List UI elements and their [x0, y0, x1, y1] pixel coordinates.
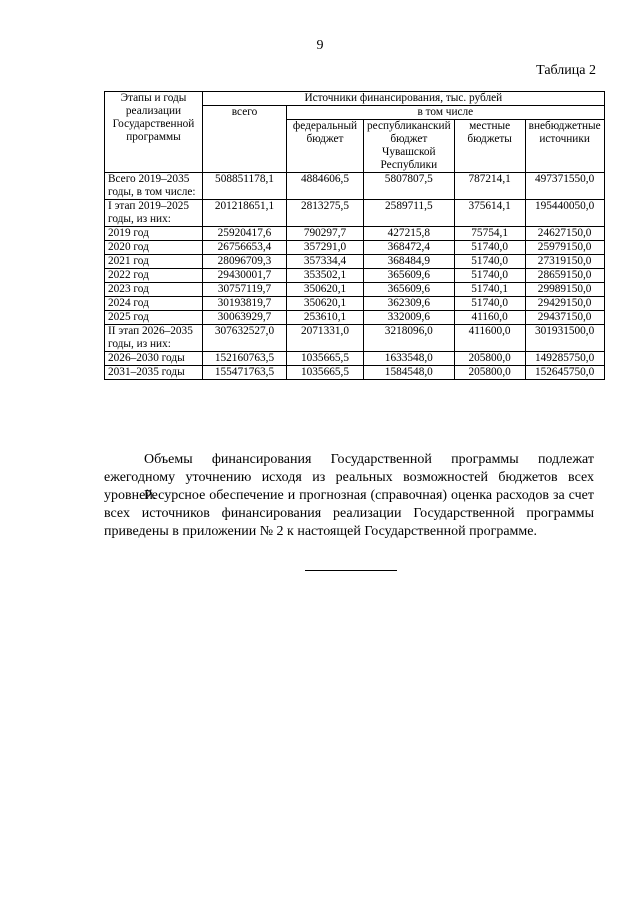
- table-row: [105, 241, 605, 255]
- cell-extrabudget: 195440050,0: [525, 200, 604, 227]
- cell-stage: 2023 год: [105, 283, 203, 297]
- table-row: [105, 173, 605, 200]
- cell-extrabudget: 29989150,0: [525, 283, 604, 297]
- cell-stage: 2031–2035 годы: [105, 366, 203, 380]
- cell-stage: 2021 год: [105, 255, 203, 269]
- cell-local: 205800,0: [454, 352, 525, 366]
- cell-stage: 2019 год: [105, 227, 203, 241]
- table-row: [105, 227, 605, 241]
- header-sources: Источники финансирования, тыс. рублей: [203, 92, 605, 106]
- cell-extrabudget: 301931500,0: [525, 325, 604, 352]
- cell-republic: 3218096,0: [364, 325, 455, 352]
- cell-stage: Всего 2019–2035 годы, в том числе:: [105, 173, 203, 200]
- cell-total: 29430001,7: [203, 269, 287, 283]
- header-total: всего: [203, 106, 287, 173]
- cell-republic: 368472,4: [364, 241, 455, 255]
- cell-local: 41160,0: [454, 311, 525, 325]
- header-extrabudget: внебюджетные источники: [525, 120, 604, 173]
- cell-stage: I этап 2019–2025 годы, из них:: [105, 200, 203, 227]
- cell-federal: 2071331,0: [287, 325, 364, 352]
- table-row: [105, 311, 605, 325]
- closing-rule: [305, 570, 397, 571]
- cell-extrabudget: 29429150,0: [525, 297, 604, 311]
- header-republic: республиканский бюджет Чувашской Республики: [364, 120, 455, 173]
- cell-federal: 253610,1: [287, 311, 364, 325]
- cell-federal: 350620,1: [287, 283, 364, 297]
- cell-federal: 1035665,5: [287, 366, 364, 380]
- cell-extrabudget: 28659150,0: [525, 269, 604, 283]
- cell-local: 51740,1: [454, 283, 525, 297]
- table-caption: Таблица 2: [536, 63, 596, 78]
- cell-local: 51740,0: [454, 241, 525, 255]
- cell-stage: II этап 2026–2035 годы, из них:: [105, 325, 203, 352]
- header-local: местные бюджеты: [454, 120, 525, 173]
- paragraph-annual-adjustment: Объемы финансирования Государственной программы подлежат ежегодному уточнению исходя из реальных возможностей бюджетов всех уровней.: [104, 452, 594, 503]
- cell-federal: 357291,0: [287, 241, 364, 255]
- table-row: [105, 283, 605, 297]
- cell-republic: 365609,6: [364, 269, 455, 283]
- cell-local: 51740,0: [454, 255, 525, 269]
- cell-local: 375614,1: [454, 200, 525, 227]
- header-federal: федеральный бюджет: [287, 120, 364, 173]
- table-row: [105, 366, 605, 380]
- cell-total: 30063929,7: [203, 311, 287, 325]
- cell-total: 30193819,7: [203, 297, 287, 311]
- cell-total: 155471763,5: [203, 366, 287, 380]
- cell-extrabudget: 24627150,0: [525, 227, 604, 241]
- cell-republic: 2589711,5: [364, 200, 455, 227]
- cell-total: 25920417,6: [203, 227, 287, 241]
- cell-total: 152160763,5: [203, 352, 287, 366]
- cell-extrabudget: 25979150,0: [525, 241, 604, 255]
- cell-total: 30757119,7: [203, 283, 287, 297]
- cell-local: 411600,0: [454, 325, 525, 352]
- cell-republic: 427215,8: [364, 227, 455, 241]
- cell-federal: 4884606,5: [287, 173, 364, 200]
- cell-extrabudget: 497371550,0: [525, 173, 604, 200]
- cell-local: 75754,1: [454, 227, 525, 241]
- cell-extrabudget: 27319150,0: [525, 255, 604, 269]
- header-stages: Этапы и годы реализации Государственной программы: [105, 92, 203, 173]
- table-body: [105, 173, 605, 380]
- cell-federal: 350620,1: [287, 297, 364, 311]
- cell-republic: 1633548,0: [364, 352, 455, 366]
- cell-federal: 357334,4: [287, 255, 364, 269]
- cell-local: 51740,0: [454, 269, 525, 283]
- cell-federal: 353502,1: [287, 269, 364, 283]
- cell-total: 26756653,4: [203, 241, 287, 255]
- cell-extrabudget: 29437150,0: [525, 311, 604, 325]
- cell-federal: 790297,7: [287, 227, 364, 241]
- cell-republic: 368484,9: [364, 255, 455, 269]
- cell-total: 508851178,1: [203, 173, 287, 200]
- table-row: [105, 269, 605, 283]
- paragraph-resource-support: Ресурсное обеспечение и прогнозная (справочная) оценка расходов за счет всех источников финансирования реализации Государственной программы приведены в приложении № 2 к настоящей Государственной программе.: [104, 488, 594, 539]
- cell-stage: 2026–2030 годы: [105, 352, 203, 366]
- cell-republic: 362309,6: [364, 297, 455, 311]
- cell-local: 51740,0: [454, 297, 525, 311]
- cell-republic: 5807807,5: [364, 173, 455, 200]
- header-including: в том числе: [287, 106, 605, 120]
- cell-total: 307632527,0: [203, 325, 287, 352]
- cell-republic: 365609,6: [364, 283, 455, 297]
- cell-extrabudget: 149285750,0: [525, 352, 604, 366]
- cell-federal: 1035665,5: [287, 352, 364, 366]
- cell-republic: 1584548,0: [364, 366, 455, 380]
- cell-local: 787214,1: [454, 173, 525, 200]
- page-number: 9: [316, 38, 324, 53]
- financing-table: [104, 91, 605, 380]
- table-row: [105, 255, 605, 269]
- cell-total: 201218651,1: [203, 200, 287, 227]
- table-row: [105, 352, 605, 366]
- cell-stage: 2025 год: [105, 311, 203, 325]
- cell-extrabudget: 152645750,0: [525, 366, 604, 380]
- cell-federal: 2813275,5: [287, 200, 364, 227]
- cell-stage: 2020 год: [105, 241, 203, 255]
- table-row: [105, 297, 605, 311]
- cell-republic: 332009,6: [364, 311, 455, 325]
- table-row: [105, 200, 605, 227]
- table-row: [105, 325, 605, 352]
- cell-local: 205800,0: [454, 366, 525, 380]
- cell-stage: 2024 год: [105, 297, 203, 311]
- cell-total: 28096709,3: [203, 255, 287, 269]
- cell-stage: 2022 год: [105, 269, 203, 283]
